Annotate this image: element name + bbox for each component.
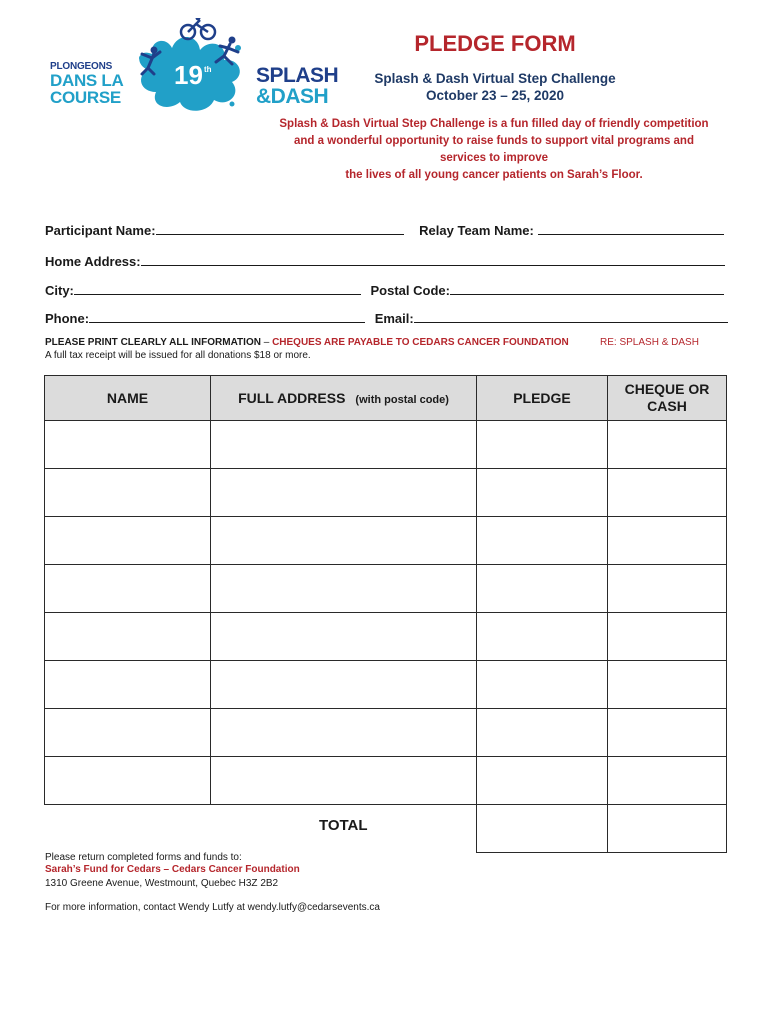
address-cell[interactable] bbox=[211, 421, 477, 469]
table-row bbox=[45, 565, 727, 613]
cheque-cell[interactable] bbox=[608, 757, 727, 805]
phone-label: Phone: bbox=[45, 311, 90, 326]
contact-info: For more information, contact Wendy Lutfy at wendy.lutfy@cedarsevents.ca bbox=[45, 902, 380, 913]
splash-logo-icon bbox=[128, 18, 252, 116]
intro-line-2: and a wonderful opportunity to raise funds to support vital programs and bbox=[294, 135, 694, 147]
cheques-payable-text: CHEQUES ARE PAYABLE TO CEDARS CANCER FOUNDATION bbox=[272, 337, 569, 348]
return-instructions: Please return completed forms and funds to: bbox=[45, 852, 242, 863]
postal-code-field[interactable] bbox=[450, 282, 724, 295]
name-cell[interactable] bbox=[45, 757, 211, 805]
intro-paragraph bbox=[240, 116, 748, 184]
col-address-header bbox=[211, 376, 477, 421]
participant-name-label: Participant Name: bbox=[45, 223, 156, 238]
subtitle-line-2: October 23 – 25, 2020 bbox=[425, 88, 565, 103]
pledge-cell[interactable] bbox=[477, 565, 608, 613]
name-cell[interactable] bbox=[45, 421, 211, 469]
address-cell[interactable] bbox=[211, 613, 477, 661]
logo-line-3: COURSE bbox=[50, 88, 121, 107]
intro-line-4: the lives of all young cancer patients on Sarah’s Floor. bbox=[345, 169, 643, 181]
relay-team-field[interactable] bbox=[538, 222, 724, 235]
cheque-cell[interactable] bbox=[608, 517, 727, 565]
participant-name-field[interactable] bbox=[156, 222, 404, 235]
subtitle-line-1: Splash & Dash Virtual Step Challenge bbox=[374, 71, 616, 86]
pledge-cell[interactable] bbox=[477, 757, 608, 805]
cheque-cell[interactable] bbox=[608, 661, 727, 709]
table-row bbox=[45, 709, 727, 757]
city-row bbox=[45, 282, 724, 298]
address-cell[interactable] bbox=[211, 565, 477, 613]
logo-line-2: DANS LA bbox=[50, 71, 124, 90]
re-splash-dash-text: RE: SPLASH & DASH bbox=[600, 337, 699, 348]
total-label bbox=[211, 805, 477, 853]
pledge-cell[interactable] bbox=[477, 517, 608, 565]
table-row bbox=[45, 661, 727, 709]
table-row bbox=[45, 613, 727, 661]
col-cheque-header bbox=[608, 376, 727, 421]
home-address-field[interactable] bbox=[141, 253, 725, 266]
cheque-cell[interactable] bbox=[608, 469, 727, 517]
phone-field[interactable] bbox=[89, 310, 365, 323]
event-subtitle bbox=[320, 70, 670, 104]
name-cell[interactable] bbox=[45, 517, 211, 565]
city-field[interactable] bbox=[74, 282, 361, 295]
city-label: City: bbox=[45, 283, 74, 298]
name-cell[interactable] bbox=[45, 709, 211, 757]
pledge-cell[interactable] bbox=[477, 421, 608, 469]
pledge-cell[interactable] bbox=[477, 661, 608, 709]
col-pledge-label: PLEDGE bbox=[513, 390, 571, 406]
logo-splash-text: SPLASH bbox=[256, 64, 339, 87]
total-spacer bbox=[45, 805, 211, 853]
name-cell[interactable] bbox=[45, 469, 211, 517]
cheque-cell[interactable] bbox=[608, 613, 727, 661]
total-pledge-cell[interactable] bbox=[477, 805, 608, 853]
logo-line-1: PLONGEONS bbox=[50, 61, 113, 72]
col-cheque-label-2: CASH bbox=[647, 398, 687, 414]
cheque-cell[interactable] bbox=[608, 709, 727, 757]
name-cell[interactable] bbox=[45, 613, 211, 661]
table-row bbox=[45, 517, 727, 565]
table-header-row bbox=[45, 376, 727, 421]
tax-receipt-text: A full tax receipt will be issued for all donations $18 or more. bbox=[45, 350, 311, 361]
table-row bbox=[45, 421, 727, 469]
col-name-header bbox=[45, 376, 211, 421]
table-row bbox=[45, 757, 727, 805]
address-cell[interactable] bbox=[211, 757, 477, 805]
name-cell[interactable] bbox=[45, 661, 211, 709]
pledge-cell[interactable] bbox=[477, 709, 608, 757]
table-row bbox=[45, 469, 727, 517]
notice-dash: – bbox=[260, 337, 273, 348]
participant-row bbox=[45, 222, 724, 238]
total-label-text: TOTAL bbox=[318, 817, 368, 834]
phone-row bbox=[45, 310, 728, 326]
home-address-row bbox=[45, 253, 725, 269]
pledge-table bbox=[44, 375, 727, 853]
mailing-address: 1310 Greene Avenue, Westmount, Quebec H3Z 2B2 bbox=[45, 878, 279, 889]
home-address-label: Home Address: bbox=[45, 254, 141, 269]
address-cell[interactable] bbox=[211, 661, 477, 709]
total-cheque-cell[interactable] bbox=[608, 805, 727, 853]
name-cell[interactable] bbox=[45, 565, 211, 613]
email-label: Email: bbox=[374, 311, 414, 326]
logo-number: 19 bbox=[174, 60, 203, 90]
col-address-label: FULL ADDRESS bbox=[238, 390, 346, 406]
address-cell[interactable] bbox=[211, 469, 477, 517]
logo-dash-text: &DASH bbox=[256, 85, 329, 108]
page-title: PLEDGE FORM bbox=[414, 31, 576, 56]
fund-name: Sarah’s Fund for Cedars – Cedars Cancer Foundation bbox=[45, 864, 300, 875]
print-clearly-text: PLEASE PRINT CLEARLY ALL INFORMATION bbox=[45, 337, 261, 348]
address-cell[interactable] bbox=[211, 709, 477, 757]
relay-team-label: Relay Team Name: bbox=[419, 223, 534, 238]
notice-line bbox=[45, 337, 699, 348]
col-name-label: NAME bbox=[106, 390, 149, 406]
col-cheque-label-1: CHEQUE OR bbox=[624, 381, 710, 397]
logo-suffix: th bbox=[204, 65, 212, 74]
pledge-cell[interactable] bbox=[477, 469, 608, 517]
col-address-note: (with postal code) bbox=[355, 394, 449, 406]
intro-line-3: services to improve bbox=[439, 152, 549, 164]
address-cell[interactable] bbox=[211, 517, 477, 565]
pledge-cell[interactable] bbox=[477, 613, 608, 661]
total-row bbox=[45, 805, 727, 853]
cheque-cell[interactable] bbox=[608, 421, 727, 469]
col-pledge-header bbox=[477, 376, 608, 421]
postal-code-label: Postal Code: bbox=[370, 283, 450, 298]
logo-plongeons bbox=[50, 62, 123, 106]
intro-line-1: Splash & Dash Virtual Step Challenge is a fun filled day of friendly competition bbox=[279, 118, 709, 130]
cheque-cell[interactable] bbox=[608, 565, 727, 613]
email-field[interactable] bbox=[414, 310, 728, 323]
